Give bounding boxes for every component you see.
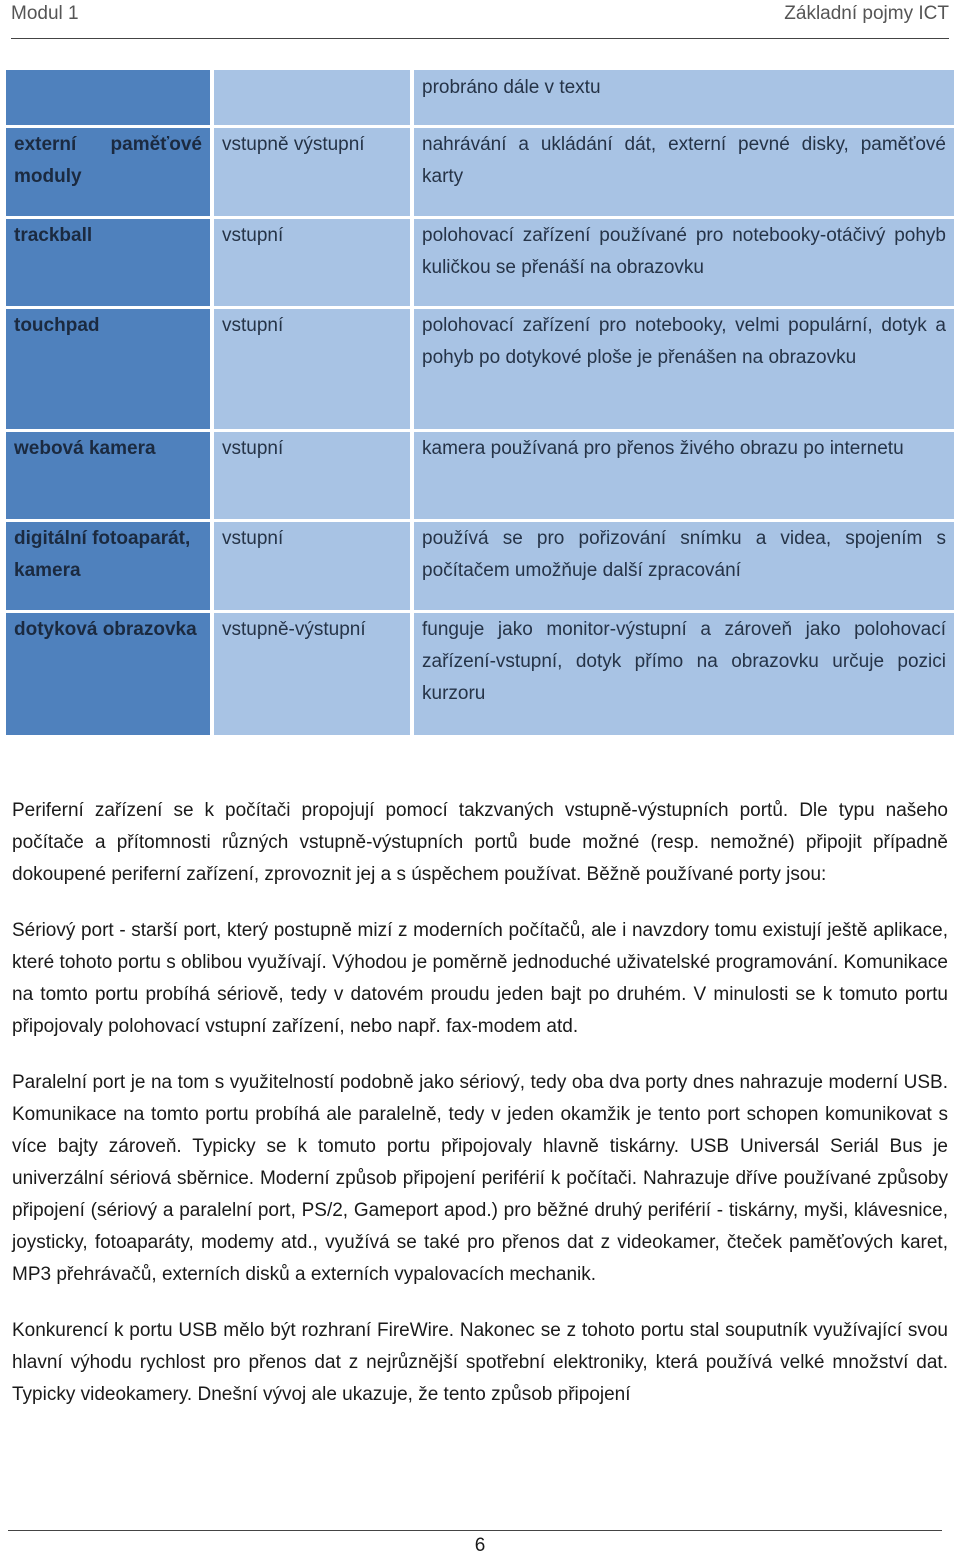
device-type: vstupně-výstupní <box>214 613 410 735</box>
paragraph-firewire: Konkurencí k portu USB mělo být rozhraní FireWire. Nakonec se z tohoto portu stal souputník využívající svou hlavní výhodu rychlost pro přenos dat z nejrůznější spotřební elektroniky, která používá velké množství dat. Typicky videokamery. Dnešní vývoj ale ukazuje, že tento způsob připojení <box>12 1320 948 1405</box>
device-name: digitální fotoaparát, kamera <box>6 522 210 613</box>
device-name: webová kamera <box>6 432 210 522</box>
device-table <box>2 70 958 735</box>
table-row <box>6 432 954 522</box>
paragraph-parallel-usb: Paralelní port je na tom s využitelností podobně jako sériový, tedy oba dva porty dnes nahrazuje moderní USB. Komunikace na tomto portu probíhá ale paralelně, tedy v jeden okamžik je tento port schopen komunikovat s více bajty zároveň. Typicky se k tomuto portu připojovaly hlavně tiskárny. USB Universál Seriál Bus je univerzální sériová sběrnice. Moderní způsob připojení periférií k počítači. Nahrazuje dříve používané způsoby připojení (sériový a paralelní port, PS/2, Gameport apod.) pro běžné druhý periférií - tiskárny, myši, klávesnice, joysticky, fotoaparáty, modemy atd., využívá se také pro přenos dat z videokamer, čteček paměťových karet, MP3 přehrávačů, externích disků a externích vypalovacích mechanik. <box>12 1072 948 1285</box>
device-description: polohovací zařízení používané pro notebooky-otáčivý pohyb kuličkou se přenáší na obrazovku <box>414 219 954 309</box>
device-name: externí paměťové moduly <box>6 128 210 219</box>
device-description: nahrávání a ukládání dát, externí pevné disky, paměťové karty <box>414 128 954 219</box>
table-row <box>6 70 954 128</box>
device-type <box>214 70 410 128</box>
device-description: probráno dále v textu <box>414 70 954 128</box>
device-type: vstupní <box>214 522 410 613</box>
device-description: funguje jako monitor-výstupní a zároveň jako polohovací zařízení-vstupní, dotyk přímo na obrazovku určuje pozici kurzoru <box>414 613 954 735</box>
device-name: dotyková obrazovka <box>6 613 210 735</box>
device-description: používá se pro pořizování snímku a videa, spojením s počítačem umožňuje další zpracování <box>414 522 954 613</box>
table-row <box>6 522 954 613</box>
device-name: trackball <box>6 219 210 309</box>
footer-divider <box>8 1530 942 1531</box>
module-label: Modul 1 <box>11 3 79 24</box>
paragraph-serial-port: Sériový port - starší port, který postupně mizí z moderních počítačů, ale i navzdory tomu existují ještě aplikace, které tohoto portu s oblibou využívají. Výhodou je poměrně jednoduché uživatelské programování. Komunikace na tomto portu probíhá sériově, tedy v datovém proudu jeden bajt po druhém. V minulosti se k tomuto portu připojovaly polohovací vstupní zařízení, nebo např. fax-modem atd. <box>12 920 948 1037</box>
device-description: polohovací zařízení pro notebooky, velmi populární, dotyk a pohyb po dotykové ploše je přenášen na obrazovku <box>414 309 954 432</box>
page-header <box>11 0 949 39</box>
table-row <box>6 613 954 735</box>
device-type: vstupní <box>214 432 410 522</box>
page-number: 6 <box>474 1535 486 1556</box>
device-type: vstupní <box>214 219 410 309</box>
device-name <box>6 70 210 128</box>
body-text <box>12 795 948 1435</box>
paragraph-ports-intro: Periferní zařízení se k počítači propojují pomocí takzvaných vstupně-výstupních portů. Dle typu našeho počítače a přítomnosti různých vstupně-výstupních portů bude možné (resp. nemožné) připojit případně dokoupené periferní zařízení, zprovoznit jej a s úspěchem používat. Běžně používané porty jsou: <box>12 800 948 885</box>
device-type: vstupní <box>214 309 410 432</box>
table-row <box>6 128 954 219</box>
device-description: kamera používaná pro přenos živého obrazu po internetu <box>414 432 954 522</box>
device-type: vstupně výstupní <box>214 128 410 219</box>
device-name: touchpad <box>6 309 210 432</box>
table-row <box>6 309 954 432</box>
table-row <box>6 219 954 309</box>
document-title: Základní pojmy ICT <box>784 3 949 24</box>
